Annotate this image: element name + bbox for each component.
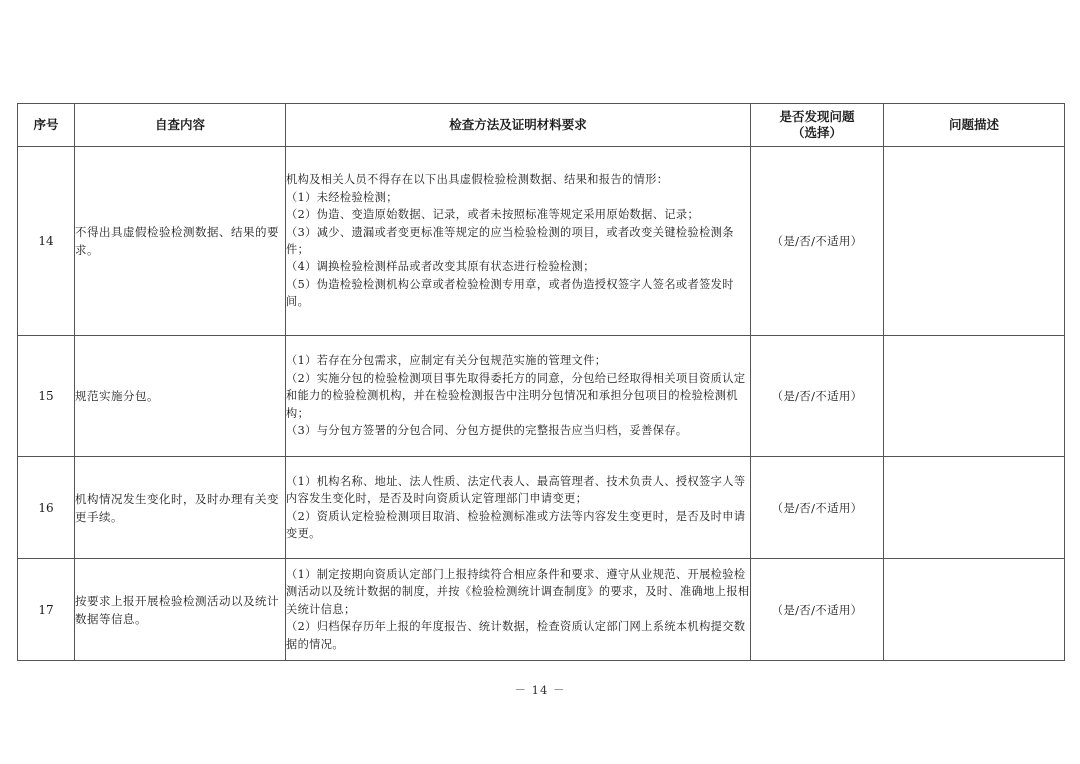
row-method — [286, 147, 751, 336]
header-method: 检查方法及证明材料要求 — [286, 104, 751, 147]
method-line: （1）机构名称、地址、法人性质、法定代表人、最高管理者、技术负责人、授权签字人等内容发生变化时，是否及时向资质认定管理部门申请变更； — [286, 474, 746, 506]
page-number: － 14 － — [514, 683, 566, 697]
method-line: 机构及相关人员不得存在以下出具虚假检验检测数据、结果和报告的情形： — [286, 173, 669, 187]
row-found: （是/否/不适用） — [751, 147, 884, 336]
row-method — [286, 457, 751, 559]
method-line: （5）伪造检验检测机构公章或者检验检测专用章，或者伪造授权签字人签名或者签发时间。 — [286, 277, 734, 309]
row-method — [286, 336, 751, 457]
row-seq: 16 — [18, 457, 75, 559]
row-seq: 17 — [18, 559, 75, 661]
method-line: （1）若存在分包需求，应制定有关分包规范实施的管理文件； — [286, 354, 607, 368]
method-line: （4）调换检验检测样品或者改变其原有状态进行检验检测； — [286, 260, 595, 274]
header-content: 自查内容 — [75, 104, 286, 147]
method-line: （1）未经检验检测； — [286, 190, 398, 204]
table-row — [18, 457, 1065, 559]
table-row — [18, 336, 1065, 457]
row-found: （是/否/不适用） — [751, 457, 884, 559]
row-content: 不得出具虚假检验检测数据、结果的要求。 — [75, 147, 286, 336]
method-line: （2）实施分包的检验检测项目事先取得委托方的同意，分包给已经取得相关项目资质认定和能力的检验检测机构，并在检验检测报告中注明分包情况和承担分包项目的检验检测机构； — [286, 371, 746, 420]
header-found-line1: 是否发现问题 — [779, 109, 855, 124]
method-line: （2）归档保存历年上报的年度报告、统计数据，检查资质认定部门网上系统本机构提交数据的情况。 — [286, 620, 746, 651]
row-desc — [884, 147, 1065, 336]
row-desc — [884, 559, 1065, 661]
header-seq: 序号 — [18, 104, 75, 147]
method-line: （2）伪造、变造原始数据、记录，或者未按照标准等规定采用原始数据、记录； — [286, 208, 700, 222]
header-found — [751, 104, 884, 147]
row-found: （是/否/不适用） — [751, 559, 884, 661]
header-desc: 问题描述 — [884, 104, 1065, 147]
row-method — [286, 559, 751, 661]
method-line: （1）制定按期向资质认定部门上报持续符合相应条件和要求、遵守从业规范、开展检验检测活动以及统计数据的制度，并按《检验检测统计调查制度》的要求，及时、准确地上报相关统计信息； — [286, 567, 750, 616]
row-content: 规范实施分包。 — [75, 336, 286, 457]
self-check-table — [17, 103, 1065, 661]
table-row — [18, 559, 1065, 661]
row-found: （是/否/不适用） — [751, 336, 884, 457]
header-found-line2: （选择） — [791, 125, 842, 140]
row-seq: 15 — [18, 336, 75, 457]
table-row — [18, 147, 1065, 336]
method-line: （3）与分包方签署的分包合同、分包方提供的完整报告应当归档，妥善保存。 — [286, 424, 688, 438]
method-line: （3）减少、遗漏或者变更标准等规定的应当检验检测的项目，或者改变关键检验检测条件； — [286, 225, 734, 256]
method-line: （2）资质认定检验检测项目取消、检验检测标准或方法等内容发生变更时，是否及时申请变更。 — [286, 509, 746, 540]
row-desc — [884, 457, 1065, 559]
row-desc — [884, 336, 1065, 457]
row-seq: 14 — [18, 147, 75, 336]
row-content: 按要求上报开展检验检测活动以及统计数据等信息。 — [75, 559, 286, 661]
table-header-row — [18, 104, 1065, 147]
row-content: 机构情况发生变化时，及时办理有关变更手续。 — [75, 457, 286, 559]
